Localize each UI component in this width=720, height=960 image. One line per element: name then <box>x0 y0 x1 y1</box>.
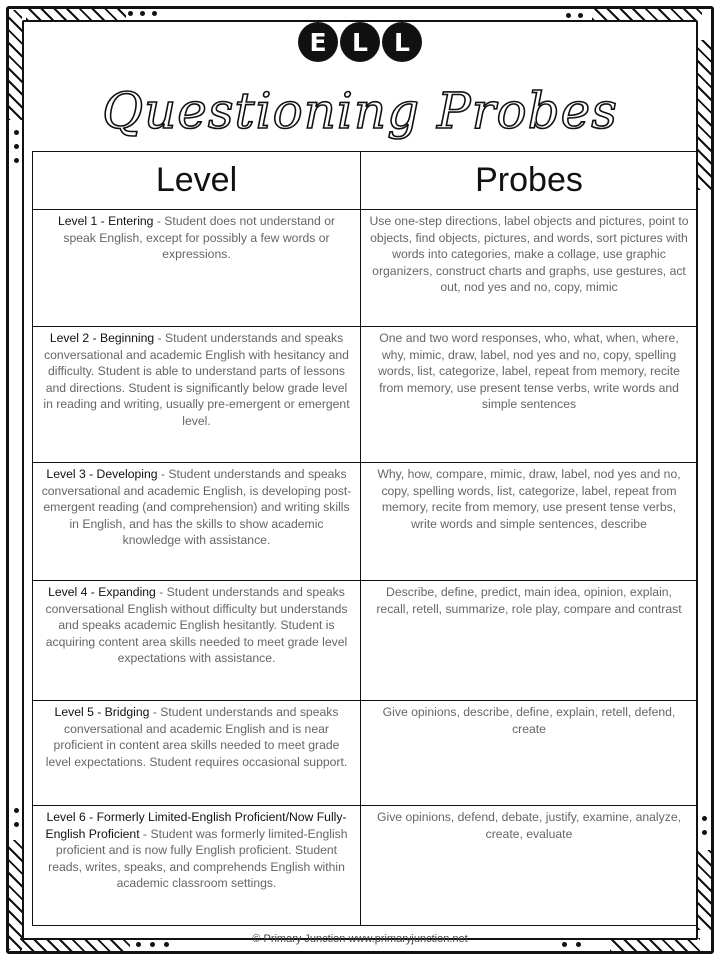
probes-cell: Give opinions, defend, debate, justify, examine, analyze, create, evaluate <box>361 806 698 926</box>
level-label: Level 3 - Developing <box>46 467 158 481</box>
probes-table <box>32 151 698 926</box>
level-description: - Student understands and speaks conversational English without difficulty but understands and speaks academic English hesitantly. Student is acquiring content area skills needed to meet grade level expectations with assistance. <box>45 585 348 665</box>
border-dot <box>578 13 583 18</box>
ell-badge-letter: L <box>340 22 380 62</box>
level-label: Level 1 - Entering <box>57 214 154 228</box>
probes-cell: Use one-step directions, label objects and pictures, point to objects, find objects, pictures, and words, sort pictures with words into categories, make a collage, use graphic organizers, construct charts and graphs, use gestures, act out, nod yes and no, copy, mimic <box>361 210 698 327</box>
column-header-probes: Probes <box>361 152 698 210</box>
level-description: - Student understands and speaks conversational and academic English, is developing post-emergent reading (and comprehension) and writing skills in English, and has the skills to show academic knowledge with assistance. <box>41 467 352 547</box>
border-stripe-right-bottom <box>698 850 712 930</box>
column-header-level: Level <box>33 152 361 210</box>
border-dot <box>140 11 145 16</box>
level-label: Level 2 - Beginning <box>49 331 155 345</box>
level-cell <box>33 463 361 581</box>
ell-badges <box>0 22 720 62</box>
border-dot <box>152 11 157 16</box>
border-dot <box>14 158 19 163</box>
level-cell <box>33 327 361 463</box>
level-label: Level 4 - Expanding <box>48 585 156 599</box>
probes-cell: One and two word responses, who, what, when, where, why, mimic, draw, label, nod yes and no, copy, spelling words, list, categorize, label, repeat from memory, recite from memory, use present tense verbs, write words and simple sentences <box>361 327 698 463</box>
border-dot <box>702 816 707 821</box>
border-stripe-top-left <box>26 6 126 20</box>
probes-cell: Give opinions, describe, define, explain, retell, defend, create <box>361 701 698 806</box>
border-dot <box>128 11 133 16</box>
level-description: - Student understands and speaks conversational and academic English with hesitancy and difficulty. Student is able to understand parts of lessons and directions. Student is significantly below grade level in reading and writing, usually pre-emergent or emergent level. <box>43 331 350 428</box>
table-header-row <box>33 152 698 210</box>
ell-badge-letter: L <box>382 22 422 62</box>
probes-cell: Why, how, compare, mimic, draw, label, nod yes and no, copy, spelling words, list, categorize, label, repeat from memory, recite from memory, use present tense verbs, write words and simple sentences, describe <box>361 463 698 581</box>
level-description: - Student does not understand or speak English, except for possibly a few words or expressions. <box>63 214 336 261</box>
copyright-footer: © Primary Junction www.primaryjunction.net <box>252 933 468 945</box>
level-cell <box>33 701 361 806</box>
level-cell <box>33 581 361 701</box>
level-label: Level 5 - Bridging <box>54 705 150 719</box>
table-row <box>33 806 698 926</box>
border-dot <box>14 808 19 813</box>
border-dot <box>14 822 19 827</box>
border-dot <box>566 13 571 18</box>
probes-cell: Describe, define, predict, main idea, opinion, explain, recall, retell, summarize, role play, compare and contrast <box>361 581 698 701</box>
table-row <box>33 210 698 327</box>
level-description: - Student was formerly limited-English proficient and is now fully English proficient. Student reads, writes, speaks, and comprehends English within academic classroom settings. <box>48 826 348 890</box>
border-dot <box>702 830 707 835</box>
border-dot <box>14 144 19 149</box>
ell-badge-letter: E <box>298 22 338 62</box>
table-row <box>33 463 698 581</box>
level-label: Level 6 - Formerly Limited-English Proficient/Now Fully-English Proficient <box>45 810 347 841</box>
page-title: Questioning Probes <box>102 82 618 140</box>
table-row <box>33 581 698 701</box>
table-row <box>33 701 698 806</box>
level-cell <box>33 806 361 926</box>
level-cell <box>33 210 361 327</box>
level-description: - Student understands and speaks conversational and academic English and is near proficient in content area skills needed to meet grade level expectations. Student requires occasional support. <box>45 705 348 769</box>
border-stripe-top-right <box>592 6 702 20</box>
table-row <box>33 327 698 463</box>
